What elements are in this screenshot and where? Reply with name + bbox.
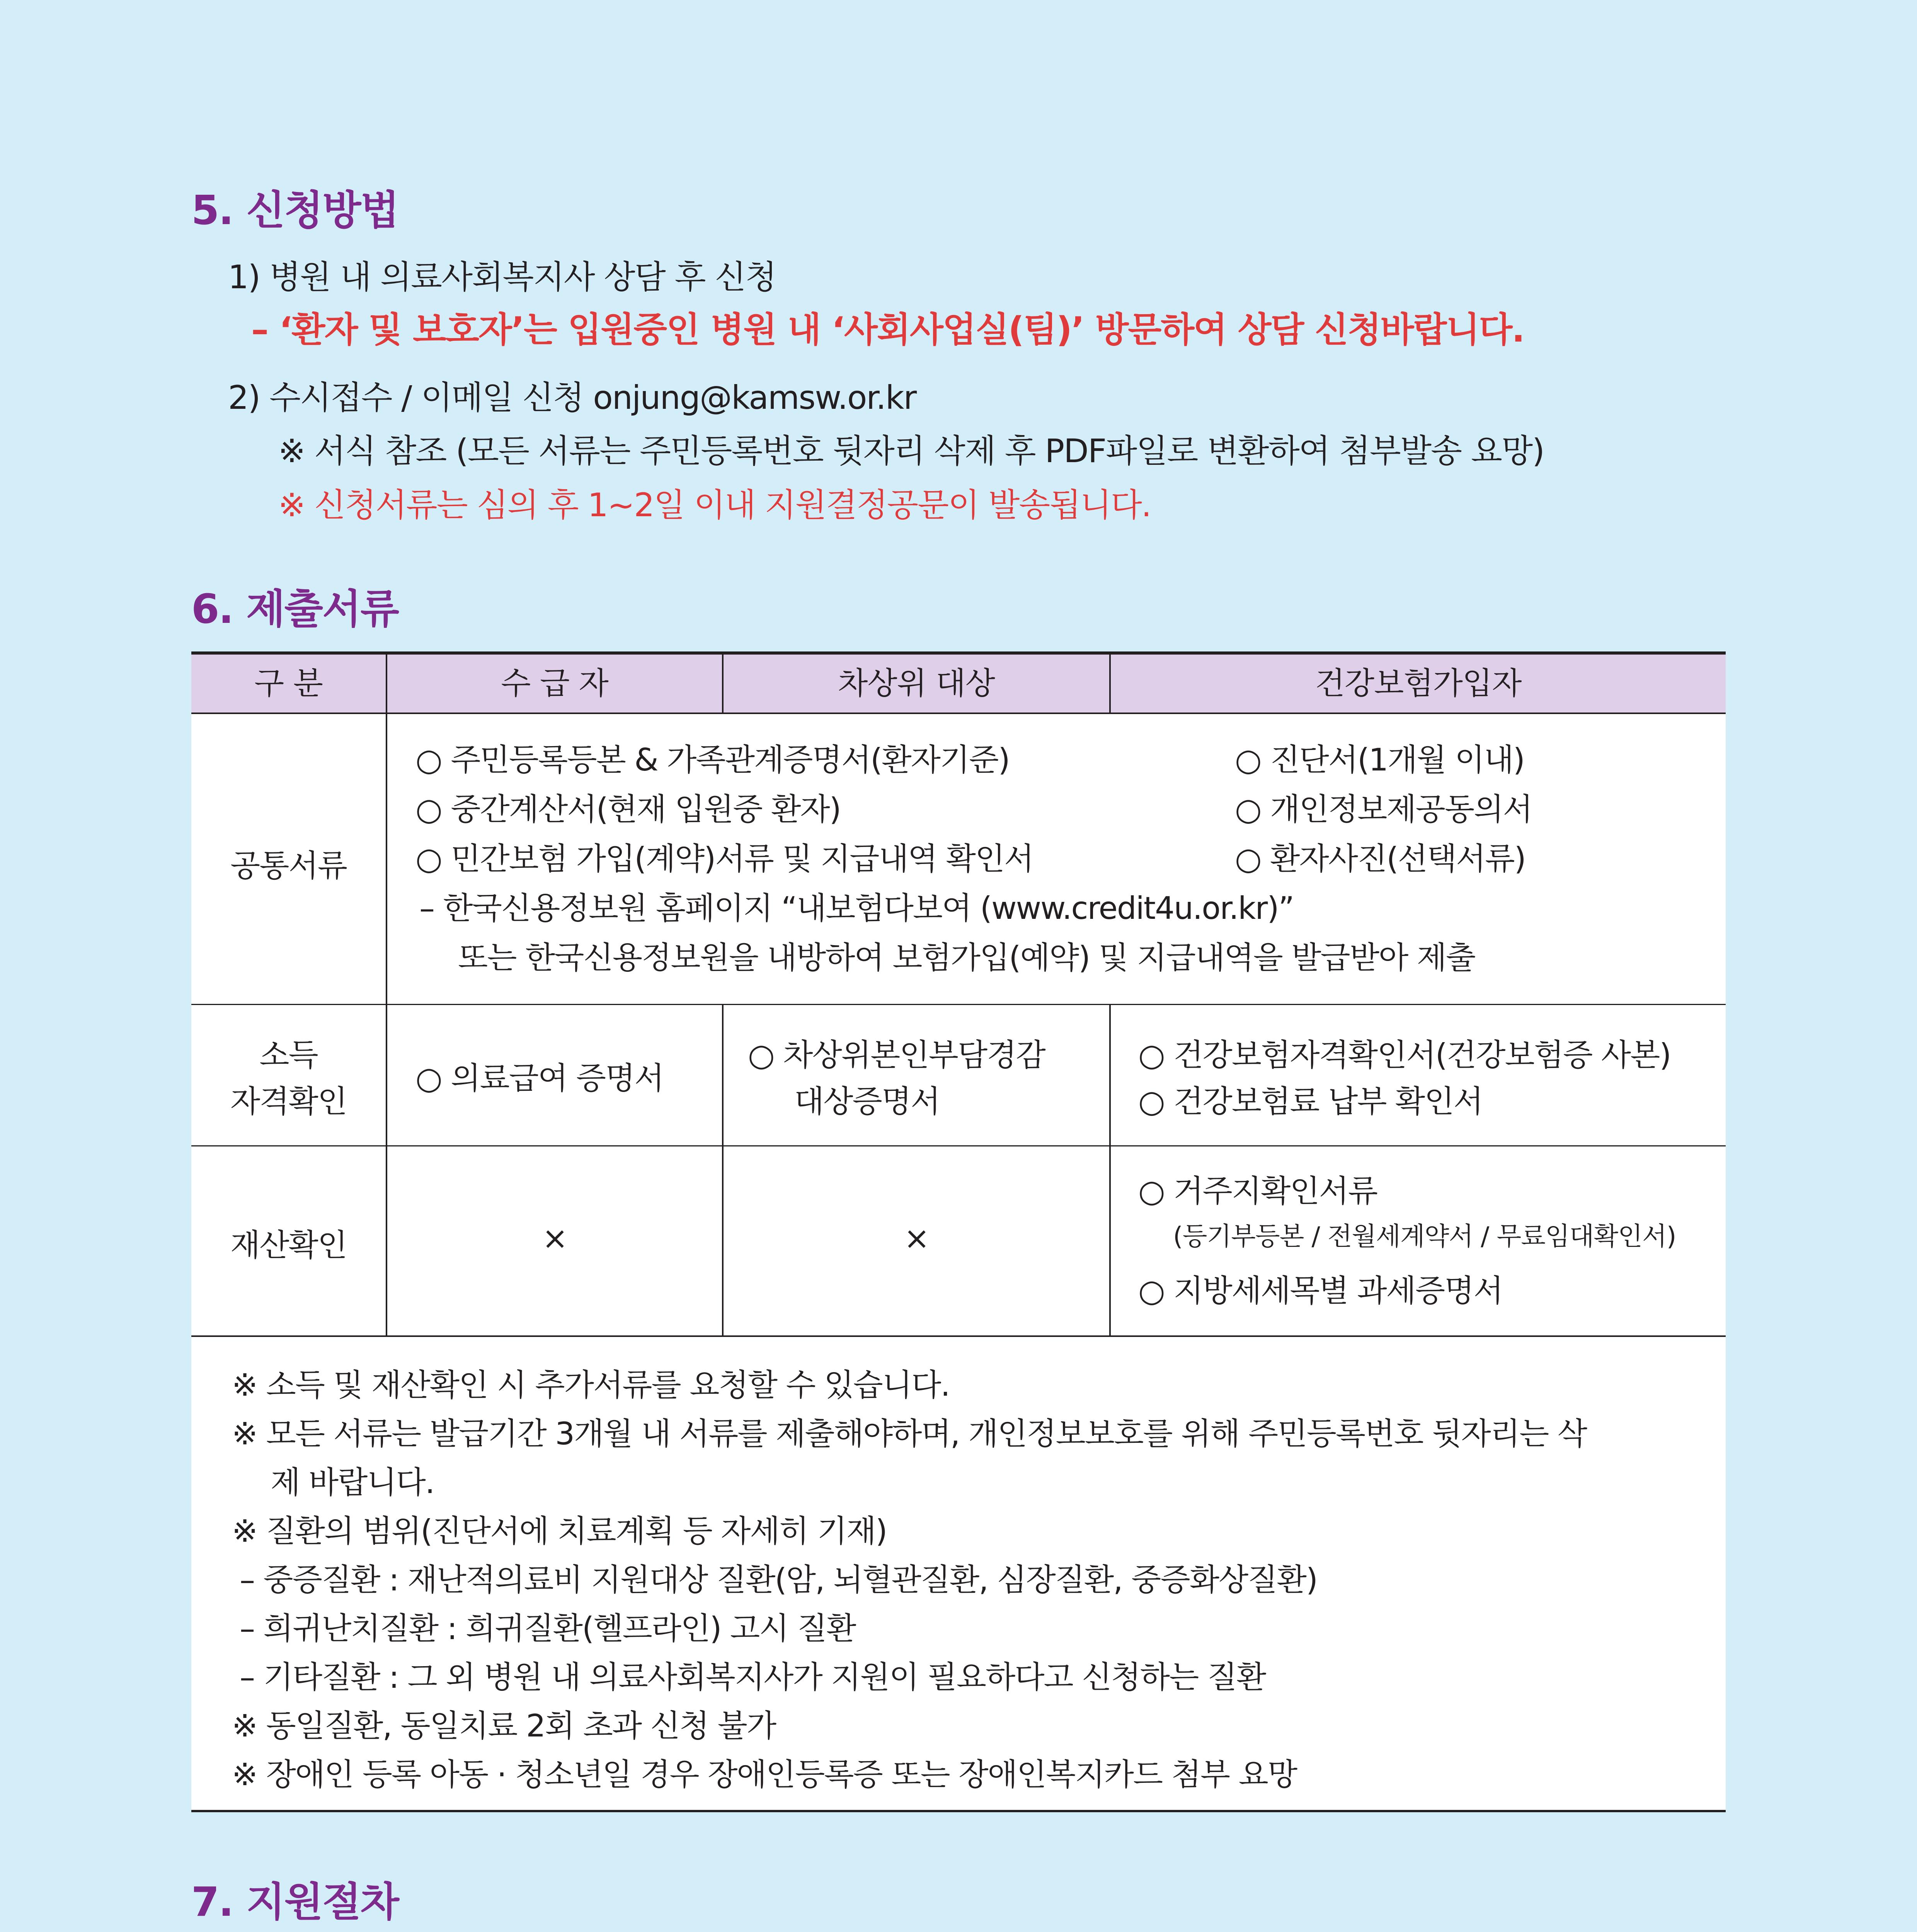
table-notes-bottom-rule: [191, 1810, 1726, 1812]
section7-title: 7. 지원절차: [191, 1878, 398, 1925]
common-doc-right: ○ 진단서(1개월 이내): [1235, 742, 1524, 778]
table-note: ※ 모든 서류는 발급기간 3개월 내 서류를 제출해야하며, 개인정보보호를 위해 주민등록번호 뒷자리는 삭: [232, 1416, 1587, 1452]
table-header-insured: 건강보험가입자: [1315, 665, 1522, 701]
common-note: 또는 한국신용정보원을 내방하여 보험가입(예약) 및 지급내역을 발급받아 제출: [458, 940, 1475, 976]
table-row-rule: [191, 1004, 1726, 1005]
section5-item1-note: – ‘환자 및 보호자’는 입원중인 병원 내 ‘사회사업실(팀)’ 방문하여 상담 신청바랍니다.: [251, 310, 1524, 350]
table-row-rule: [191, 1145, 1726, 1146]
common-doc-left: ○ 민간보험 가입(계약)서류 및 지급내역 확인서: [415, 841, 1033, 877]
property-insured-doc: ○ 거주지확인서류: [1138, 1173, 1377, 1209]
table-note: 제 바랍니다.: [271, 1464, 434, 1500]
row-label-property: 재산확인: [230, 1227, 347, 1263]
table-header-rule: [191, 713, 1726, 714]
property-insured-doc: ○ 지방세세목별 과세증명서: [1138, 1273, 1503, 1309]
row-label-income: 자격확인: [230, 1083, 347, 1119]
property-insured-doc-detail: (등기부등본 / 전월세계약서 / 무료임대확인서): [1173, 1221, 1676, 1251]
section5-item1: 1) 병원 내 의료사회복지사 상담 후 신청: [228, 258, 776, 296]
row-label-common: 공통서류: [230, 848, 347, 884]
property-recipient-none: ×: [542, 1220, 567, 1256]
income-recipient-doc: ○ 의료급여 증명서: [415, 1060, 664, 1096]
common-doc-right: ○ 개인정보제공동의서: [1235, 791, 1532, 827]
table-note: ※ 소득 및 재산확인 시 추가서류를 요청할 수 있습니다.: [232, 1367, 950, 1403]
table-note: – 희귀난치질환 : 희귀질환(헬프라인) 고시 질환: [240, 1611, 856, 1646]
section5-title: 5. 신청방법: [191, 187, 398, 234]
table-header-near-poverty: 차상위 대상: [838, 665, 995, 701]
table-top-rule: [191, 651, 1726, 655]
table-header-recipient: 수 급 자: [501, 665, 608, 701]
table-note: ※ 질환의 범위(진단서에 치료계획 등 자세히 기재): [232, 1513, 887, 1549]
property-near-poverty-none: ×: [904, 1220, 929, 1256]
table-note: – 중증질환 : 재난적의료비 지원대상 질환(암, 뇌혈관질환, 심장질환, 중증화상질환): [240, 1562, 1318, 1598]
section6-title: 6. 제출서류: [191, 585, 398, 633]
section5-item2-note1: ※ 서식 참조 (모든 서류는 주민등록번호 뒷자리 삭제 후 PDF파일로 변환하여 첨부발송 요망): [278, 432, 1544, 470]
table-col-rule: [1109, 1004, 1111, 1335]
section5-item2-note2: ※ 신청서류는 심의 후 1~2일 이내 지원결정공문이 발송됩니다.: [278, 486, 1151, 524]
table-header-category: 구 분: [254, 665, 323, 701]
table-col-rule: [722, 1004, 724, 1335]
common-doc-left: ○ 중간계산서(현재 입원중 환자): [415, 791, 841, 827]
common-note: – 한국신용정보원 홈페이지 “내보험다보여 (www.credit4u.or.kr)”: [419, 890, 1294, 926]
row-label-income: 소득: [259, 1037, 318, 1073]
table-note: ※ 동일질환, 동일치료 2회 초과 신청 불가: [232, 1708, 776, 1744]
documents-table: [191, 651, 1726, 1426]
table-note: ※ 장애인 등록 아동 · 청소년일 경우 장애인등록증 또는 장애인복지카드 첨부 요망: [232, 1757, 1297, 1793]
common-doc-right: ○ 환자사진(선택서류): [1235, 841, 1525, 877]
section5-item2: 2) 수시접수 / 이메일 신청 onjung@kamsw.or.kr: [228, 379, 916, 417]
income-near-poverty-doc: 대상증명서: [794, 1083, 940, 1119]
income-near-poverty-doc: ○ 차상위본인부담경감: [748, 1037, 1045, 1073]
common-doc-left: ○ 주민등록등본 & 가족관계증명서(환자기준): [415, 742, 1010, 778]
table-note: – 기타질환 : 그 외 병원 내 의료사회복지사가 지원이 필요하다고 신청하는 질환: [240, 1659, 1266, 1695]
income-insured-doc: ○ 건강보험료 납부 확인서: [1138, 1083, 1483, 1119]
income-insured-doc: ○ 건강보험자격확인서(건강보험증 사본): [1138, 1037, 1671, 1073]
